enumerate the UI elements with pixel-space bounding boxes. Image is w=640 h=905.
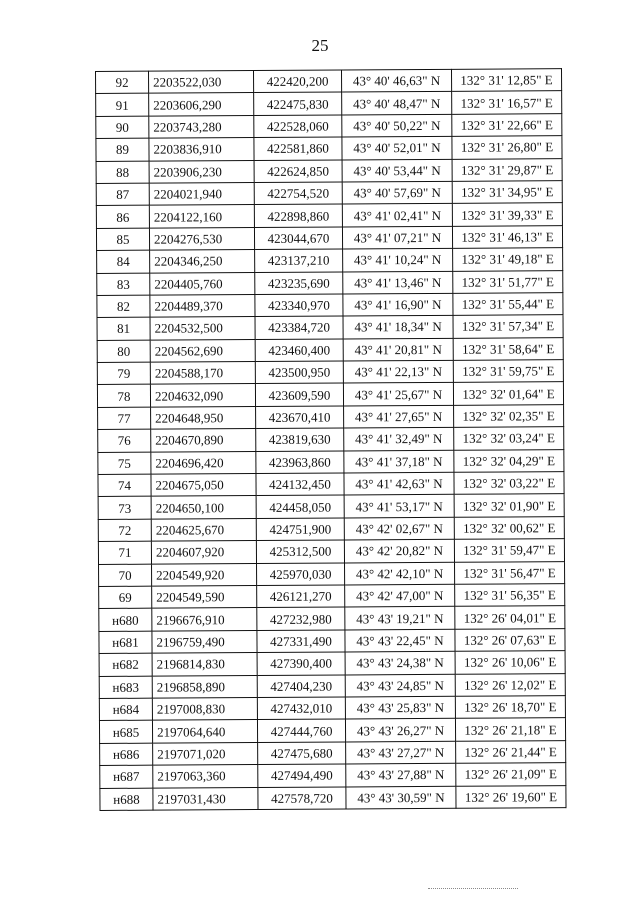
latitude-cell: 43° 41' 02,41" N — [342, 204, 452, 227]
latitude-cell: 43° 40' 48,47" N — [342, 92, 452, 115]
table-row — [98, 472, 564, 497]
longitude-cell: 132° 31' 59,75" E — [453, 360, 563, 383]
x-coordinate-cell: 2203836,910 — [149, 138, 254, 161]
y-coordinate-cell: 427475,680 — [258, 742, 346, 765]
y-coordinate-cell: 422624,850 — [254, 160, 342, 183]
latitude-cell: 43° 41' 10,24" N — [343, 248, 453, 271]
latitude-cell: 43° 43' 22,45" N — [345, 629, 455, 652]
latitude-cell: 43° 40' 46,63" N — [341, 69, 451, 92]
point-number-cell: 90 — [96, 116, 149, 139]
y-coordinate-cell: 422898,860 — [254, 204, 342, 227]
y-coordinate-cell: 427494,490 — [258, 764, 346, 787]
latitude-cell: 43° 43' 30,59" N — [346, 786, 456, 809]
x-coordinate-cell: 2197031,430 — [153, 787, 258, 810]
table-row — [98, 539, 564, 564]
longitude-cell: 132° 31' 46,13" E — [452, 225, 562, 248]
longitude-cell: 132° 32' 01,90" E — [454, 494, 564, 517]
point-number-cell: н682 — [99, 653, 152, 676]
point-number-cell: 74 — [98, 474, 151, 497]
table-row — [99, 584, 565, 609]
longitude-cell: 132° 32' 04,29" E — [454, 449, 564, 472]
x-coordinate-cell: 2204588,170 — [150, 362, 255, 385]
x-coordinate-cell: 2204549,590 — [152, 586, 257, 609]
x-coordinate-cell: 2204405,760 — [150, 272, 255, 295]
point-number-cell: 77 — [98, 407, 151, 430]
y-coordinate-cell: 424458,050 — [256, 495, 344, 518]
y-coordinate-cell: 422475,830 — [254, 92, 342, 115]
y-coordinate-cell: 422528,060 — [254, 115, 342, 138]
y-coordinate-cell: 423340,970 — [255, 294, 343, 317]
table-row — [96, 69, 562, 94]
y-coordinate-cell: 423819,630 — [256, 428, 344, 451]
y-coordinate-cell: 423670,410 — [256, 406, 344, 429]
table-row — [99, 696, 565, 721]
table-row — [97, 382, 563, 407]
longitude-cell: 132° 31' 34,95" E — [452, 181, 562, 204]
table-row — [96, 113, 562, 138]
table-row — [97, 293, 563, 318]
x-coordinate-cell: 2197064,640 — [152, 720, 257, 743]
y-coordinate-cell: 423235,690 — [255, 272, 343, 295]
point-number-cell: 69 — [99, 586, 152, 609]
longitude-cell: 132° 26' 04,01" E — [455, 606, 565, 629]
latitude-cell: 43° 40' 57,69" N — [342, 181, 452, 204]
table-row — [96, 91, 562, 116]
longitude-cell: 132° 31' 58,64" E — [453, 337, 563, 360]
x-coordinate-cell: 2204632,090 — [150, 384, 255, 407]
y-coordinate-cell: 427390,400 — [257, 652, 345, 675]
page-number: 25 — [311, 36, 329, 55]
y-coordinate-cell: 425312,500 — [256, 540, 344, 563]
table-row — [97, 315, 563, 340]
latitude-cell: 43° 41' 25,67" N — [343, 383, 453, 406]
point-number-cell: 79 — [97, 362, 150, 385]
y-coordinate-cell: 423460,400 — [255, 339, 343, 362]
longitude-cell: 132° 31' 12,85" E — [451, 69, 561, 92]
point-number-cell: 73 — [98, 497, 151, 520]
point-number-cell: 81 — [97, 317, 150, 340]
point-number-cell: н684 — [99, 698, 152, 721]
point-number-cell: н688 — [100, 788, 153, 811]
table-row — [100, 785, 566, 810]
latitude-cell: 43° 41' 18,34" N — [343, 316, 453, 339]
x-coordinate-cell: 2197071,020 — [153, 742, 258, 765]
point-number-cell: 76 — [98, 429, 151, 452]
table-row — [98, 405, 564, 430]
point-number-cell: н687 — [100, 765, 153, 788]
point-number-cell: 92 — [96, 71, 149, 94]
longitude-cell: 132° 31' 16,57" E — [452, 91, 562, 114]
latitude-cell: 43° 43' 24,38" N — [345, 651, 455, 674]
y-coordinate-cell: 422754,520 — [254, 182, 342, 205]
longitude-cell: 132° 26' 21,18" E — [455, 718, 565, 741]
x-coordinate-cell: 2203743,280 — [149, 115, 254, 138]
latitude-cell: 43° 41' 27,65" N — [344, 405, 454, 428]
y-coordinate-cell: 426121,270 — [257, 585, 345, 608]
latitude-cell: 43° 41' 13,46" N — [343, 271, 453, 294]
latitude-cell: 43° 41' 32,49" N — [344, 428, 454, 451]
longitude-cell: 132° 31' 59,47" E — [454, 539, 564, 562]
y-coordinate-cell: 423044,670 — [254, 227, 342, 250]
x-coordinate-cell: 2204532,500 — [150, 317, 255, 340]
point-number-cell: 78 — [97, 385, 150, 408]
x-coordinate-cell: 2196814,830 — [152, 653, 257, 676]
y-coordinate-cell: 427444,760 — [257, 719, 345, 742]
point-number-cell: 82 — [97, 295, 150, 318]
y-coordinate-cell: 424751,900 — [256, 518, 344, 541]
latitude-cell: 43° 41' 53,17" N — [344, 495, 454, 518]
latitude-cell: 43° 43' 27,88" N — [346, 763, 456, 786]
table-row — [96, 136, 562, 161]
longitude-cell: 132° 31' 56,35" E — [455, 584, 565, 607]
y-coordinate-cell: 427578,720 — [258, 786, 346, 809]
table-row — [99, 673, 565, 698]
longitude-cell: 132° 32' 00,62" E — [454, 516, 564, 539]
x-coordinate-cell: 2204675,050 — [151, 474, 256, 497]
table-row — [96, 203, 562, 228]
table-row — [99, 606, 565, 631]
longitude-cell: 132° 32' 03,24" E — [454, 427, 564, 450]
y-coordinate-cell: 423500,950 — [255, 361, 343, 384]
latitude-cell: 43° 43' 26,27" N — [345, 719, 455, 742]
table-row — [96, 225, 562, 250]
table-row — [98, 516, 564, 541]
latitude-cell: 43° 43' 27,27" N — [346, 741, 456, 764]
longitude-cell: 132° 31' 26,80" E — [452, 136, 562, 159]
table-row — [99, 561, 565, 586]
latitude-cell: 43° 42' 20,82" N — [344, 540, 454, 563]
x-coordinate-cell: 2204276,530 — [149, 227, 254, 250]
point-number-cell: 70 — [99, 564, 152, 587]
longitude-cell: 132° 32' 01,64" E — [453, 382, 563, 405]
point-number-cell: н681 — [99, 631, 152, 654]
x-coordinate-cell: 2203606,290 — [149, 93, 254, 116]
table-row — [96, 181, 562, 206]
table-row — [97, 360, 563, 385]
x-coordinate-cell: 2204549,920 — [152, 563, 257, 586]
y-coordinate-cell: 427232,980 — [257, 607, 345, 630]
table-row — [96, 158, 562, 183]
point-number-cell: 84 — [97, 250, 150, 273]
latitude-cell: 43° 40' 50,22" N — [342, 114, 452, 137]
longitude-cell: 132° 26' 21,09" E — [456, 763, 566, 786]
x-coordinate-cell: 2197008,830 — [152, 697, 257, 720]
point-number-cell: 72 — [98, 519, 151, 542]
latitude-cell: 43° 40' 53,44" N — [342, 159, 452, 182]
y-coordinate-cell: 423137,210 — [255, 249, 343, 272]
point-number-cell: 85 — [96, 228, 149, 251]
y-coordinate-cell: 425970,030 — [257, 563, 345, 586]
longitude-cell: 132° 31' 57,34" E — [453, 315, 563, 338]
latitude-cell: 43° 41' 42,63" N — [344, 472, 454, 495]
longitude-cell: 132° 26' 18,70" E — [455, 696, 565, 719]
x-coordinate-cell: 2204122,160 — [149, 205, 254, 228]
y-coordinate-cell: 427331,490 — [257, 630, 345, 653]
latitude-cell: 43° 43' 24,85" N — [345, 674, 455, 697]
longitude-cell: 132° 31' 56,47" E — [455, 561, 565, 584]
longitude-cell: 132° 26' 10,06" E — [455, 651, 565, 674]
latitude-cell: 43° 42' 02,67" N — [344, 517, 454, 540]
point-number-cell: н685 — [99, 720, 152, 743]
y-coordinate-cell: 424132,450 — [256, 473, 344, 496]
longitude-cell: 132° 31' 55,44" E — [453, 293, 563, 316]
table-row — [98, 427, 564, 452]
point-number-cell: н683 — [99, 676, 152, 699]
longitude-cell: 132° 31' 49,18" E — [453, 248, 563, 271]
x-coordinate-cell: 2204346,250 — [150, 250, 255, 273]
y-coordinate-cell: 423963,860 — [256, 451, 344, 474]
longitude-cell: 132° 26' 19,60" E — [456, 785, 566, 808]
y-coordinate-cell: 423384,720 — [255, 316, 343, 339]
x-coordinate-cell: 2204489,370 — [150, 294, 255, 317]
latitude-cell: 43° 43' 25,83" N — [345, 696, 455, 719]
latitude-cell: 43° 41' 20,81" N — [343, 338, 453, 361]
point-number-cell: н686 — [100, 743, 153, 766]
x-coordinate-cell: 2196676,910 — [152, 608, 257, 631]
point-number-cell: 91 — [96, 94, 149, 117]
latitude-cell: 43° 41' 07,21" N — [342, 226, 452, 249]
x-coordinate-cell: 2204625,670 — [151, 518, 256, 541]
latitude-cell: 43° 41' 22,13" N — [343, 360, 453, 383]
point-number-cell: 89 — [96, 138, 149, 161]
table-row — [99, 651, 565, 676]
longitude-cell: 132° 31' 29,87" E — [452, 158, 562, 181]
longitude-cell: 132° 32' 02,35" E — [454, 405, 564, 428]
point-number-cell: 88 — [96, 161, 149, 184]
point-number-cell: 80 — [97, 340, 150, 363]
latitude-cell: 43° 41' 37,18" N — [344, 450, 454, 473]
x-coordinate-cell: 2204650,100 — [151, 496, 256, 519]
y-coordinate-cell: 427404,230 — [257, 675, 345, 698]
x-coordinate-cell: 2204670,890 — [151, 429, 256, 452]
x-coordinate-cell: 2203522,030 — [149, 71, 254, 94]
point-number-cell: 75 — [98, 452, 151, 475]
table-row — [98, 494, 564, 519]
x-coordinate-cell: 2204562,690 — [150, 339, 255, 362]
y-coordinate-cell: 422420,200 — [254, 70, 342, 93]
table-row — [97, 337, 563, 362]
x-coordinate-cell: 2204607,920 — [151, 541, 256, 564]
longitude-cell: 132° 26' 07,63" E — [455, 628, 565, 651]
table-row — [99, 718, 565, 743]
x-coordinate-cell: 2203906,230 — [149, 160, 254, 183]
x-coordinate-cell: 2196858,890 — [152, 675, 257, 698]
y-coordinate-cell: 427432,010 — [257, 697, 345, 720]
x-coordinate-cell: 2197063,360 — [153, 765, 258, 788]
latitude-cell: 43° 40' 52,01" N — [342, 136, 452, 159]
coordinates-table-body — [96, 69, 567, 811]
point-number-cell: 83 — [97, 273, 150, 296]
table-row — [100, 763, 566, 788]
longitude-cell: 132° 26' 12,02" E — [455, 673, 565, 696]
latitude-cell: 43° 43' 19,21" N — [345, 607, 455, 630]
point-number-cell: 86 — [96, 206, 149, 229]
table-row — [97, 248, 563, 273]
latitude-cell: 43° 42' 47,00" N — [345, 584, 455, 607]
longitude-cell: 132° 31' 22,66" E — [452, 113, 562, 136]
table-row — [97, 270, 563, 295]
table-row — [100, 740, 566, 765]
latitude-cell: 43° 42' 42,10" N — [345, 562, 455, 585]
longitude-cell: 132° 31' 51,77" E — [453, 270, 563, 293]
latitude-cell: 43° 41' 16,90" N — [343, 293, 453, 316]
coordinates-table — [95, 68, 567, 811]
x-coordinate-cell: 2204021,940 — [149, 182, 254, 205]
x-coordinate-cell: 2204696,420 — [151, 451, 256, 474]
point-number-cell: 87 — [96, 183, 149, 206]
table-row — [99, 628, 565, 653]
table-row — [98, 449, 564, 474]
y-coordinate-cell: 422581,860 — [254, 137, 342, 160]
longitude-cell: 132° 26' 21,44" E — [456, 740, 566, 763]
footer-dotted-line — [428, 888, 518, 889]
x-coordinate-cell: 2204648,950 — [151, 406, 256, 429]
point-number-cell: 71 — [98, 541, 151, 564]
point-number-cell: н680 — [99, 609, 152, 632]
y-coordinate-cell: 423609,590 — [255, 383, 343, 406]
x-coordinate-cell: 2196759,490 — [152, 630, 257, 653]
longitude-cell: 132° 31' 39,33" E — [452, 203, 562, 226]
longitude-cell: 132° 32' 03,22" E — [454, 472, 564, 495]
